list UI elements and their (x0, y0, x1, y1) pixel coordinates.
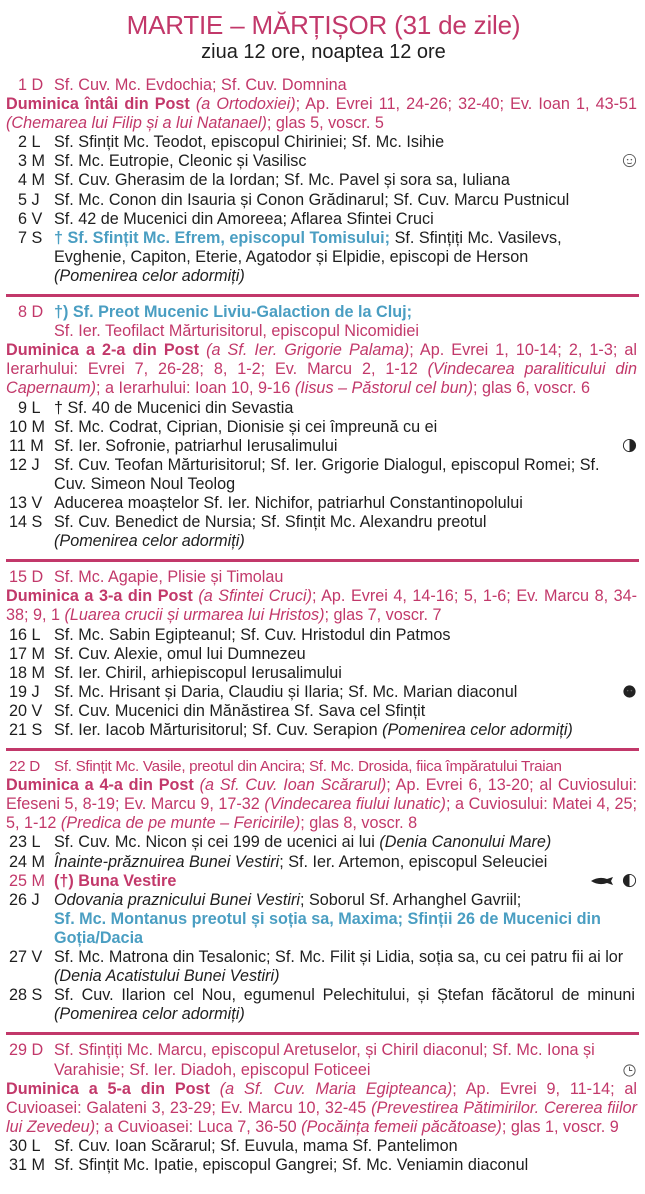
sunday-title: Duminica întâi din Post (6, 95, 190, 114)
day-text: Sf. Mc. Agapie, Plisie și Timolau (54, 568, 284, 587)
glas-text: ; glas 6, voscr. 6 (473, 379, 590, 398)
readings-text: ; Ap. Evrei 1, 10-14; 2, 1-3; al Ierarhului: Evrei 7, 26-28; 8, 1-2; Ev. Marcu 2, 1-12 (6, 341, 638, 379)
day-text: Sf. Sfințit Mc. Ipatie, episcopul Gangrei; Sf. Mc. Veniamin diaconul (54, 1155, 529, 1174)
day-text: Sf. Cuv. Teofan Mărturisitorul; Sf. Ier. Grigorie Dialogul, episcopul Romei; Sf. Cuv. Simeon Noul Teolog (54, 455, 600, 493)
day-text (54, 229, 641, 286)
day-text (54, 721, 641, 740)
day-number: 28 S (9, 986, 43, 1005)
day-text: Sf. Mc. Sabin Egipteanul; Sf. Cuv. Hristodul din Patmos (54, 625, 451, 644)
day-text: Sf. Ier. Chiril, arhiepiscopul Ierusalimului (54, 663, 342, 682)
readings-text: ; Ap. Evrei 9, 11-14; al Cuvioasei: Galateni 3, 23-29; Ev. Marcu 10, 32-45 (6, 1079, 638, 1117)
day-number: 27 V (9, 948, 43, 967)
day-number: 7 S (18, 228, 43, 247)
glas-text: ; glas 7, voscr. 7 (324, 606, 442, 625)
day-number: 21 S (9, 721, 43, 739)
day-number: 6 V (18, 209, 43, 228)
day-text: † Sf. 40 de Mucenici din Sevastia (54, 398, 294, 417)
day-text: Sf. Mc. Conon din Isauria și Conon Grădinarul; Sf. Cuv. Marcu Pustnicul (54, 190, 570, 209)
sunday-title: Duminica a 5-a din Post (6, 1079, 210, 1098)
week-5 (6, 1039, 641, 1179)
day-row-29 (6, 1041, 641, 1079)
day-text (54, 303, 641, 341)
sunday-subtitle: (a Sf. Ier. Grigorie Palama) (206, 341, 410, 360)
week-separator (6, 559, 639, 562)
day-row-31 (6, 1156, 641, 1175)
week-separator (6, 748, 639, 751)
readings-text: ; Ap. Evrei 4, 14-16; 5, 1-6; Ev. Marcu 8, 34-38; 9, 1 (6, 587, 638, 625)
day-row-21 (6, 721, 641, 740)
day-row-26 (6, 891, 641, 948)
day-number: 29 D (9, 1041, 44, 1060)
saints-text: ; Sf. Ier. Artemon, episcopul Seleuciei (279, 852, 548, 871)
day-text: Sf. Cuv. Ioan Scărarul; Sf. Euvula, mama Sf. Pantelimon (54, 1136, 458, 1155)
feast-prefeast: Înainte-prăznuirea Bunei Vestiri (54, 852, 280, 871)
day-row-28 (6, 986, 641, 1024)
day-text: Sf. Cuv. Mucenici din Mănăstirea Sf. Sava cel Sfințit (54, 701, 426, 720)
saints-text: Sf. Ier. Teofilact Mărturisitorul, episcopul Nicomidiei (54, 322, 419, 341)
day-text: Sf. Sfințiți Mc. Marcu, episcopul Aretuselor, și Chiril diaconul; Sf. Mc. Iona și Varahisie; Sf. Ier. Diadoh, episcopul Foticeei (54, 1041, 595, 1079)
sunday-subtitle: (a Sf. Cuv. Ioan Scărarul) (199, 776, 387, 795)
memorial-note: (Pomenirea celor adormiți) (54, 1005, 245, 1024)
gospel-theme: (Chemarea lui Filip și a lui Natanael) (6, 114, 267, 133)
day-row-2 (6, 133, 641, 152)
day-number: 13 V (9, 493, 43, 512)
day-row-20 (6, 702, 641, 721)
glas-text: ; glas 8, voscr. 8 (300, 814, 418, 833)
day-row-23 (6, 833, 641, 852)
day-number: 11 M (9, 436, 44, 455)
month-title: MARTIE – MĂRȚIȘOR (31 de zile) (126, 10, 521, 40)
sunday-readings (6, 341, 641, 398)
memorial-note: (Pomenirea celor adormiți) (382, 721, 573, 739)
gospel-theme: (Predica de pe munte – Fericirile) (60, 814, 301, 833)
saints-text: Sf. Cuv. Mc. Nicon și cei 199 de ucenici ai lui (54, 833, 380, 852)
sunday-readings (6, 587, 641, 625)
day-number: 17 M (9, 644, 45, 663)
day-night-length: ziua 12 ore, noaptea 12 ore (201, 41, 446, 63)
sunday-subtitle: (a Sfintei Cruci) (198, 587, 312, 606)
day-text: Sf. Ier. Sofronie, patriarhul Ierusalimului (54, 436, 338, 455)
readings-text: ; a Cuvioasei: Luca 7, 36-50 (95, 1117, 302, 1136)
face-icon (622, 153, 637, 168)
day-text: Sf. Cuv. Alexie, omul lui Dumnezeu (54, 644, 306, 663)
feast-label: †) Sf. Preot Mucenic Liviu-Galaction de la Cluj; (54, 303, 412, 322)
week-4 (6, 755, 641, 1028)
day-text: Sf. Sfințit Mc. Teodot, episcopul Chiriniei; Sf. Mc. Isihie (54, 133, 445, 152)
sunday-readings (6, 1080, 641, 1137)
day-number: 18 M (9, 663, 45, 682)
day-number: 14 S (9, 513, 43, 532)
gospel-theme: (Iisus – Păstorul cel bun) (294, 379, 474, 398)
new-moon-icon (622, 684, 637, 699)
day-row-1 (6, 76, 641, 95)
day-row-18 (6, 664, 641, 683)
memorial-note: (Pomenirea celor adormiți) (54, 532, 245, 551)
week-separator (6, 294, 639, 297)
readings-text: ; a Ierarhului: Ioan 10, 9-16 (95, 379, 295, 398)
saints-text: Sf. Cuv. Ilarion cel Nou, egumenul Pelechitului, și Ștefan făcătorul de minuni (54, 986, 635, 1005)
service-note: (Denia Acatistului Bunei Vestiri) (54, 967, 280, 986)
day-row-19 (6, 683, 641, 702)
day-row-27 (6, 948, 641, 986)
gospel-theme: (Vindecarea fiului lunatic) (264, 795, 446, 814)
glas-text: ; glas 1, voscr. 9 (501, 1117, 619, 1136)
week-3 (6, 566, 641, 744)
saints-text: ; Soborul Sf. Arhanghel Gavriil; (299, 890, 522, 909)
day-number: 5 J (18, 190, 40, 209)
day-text: Sf. Sfințit Mc. Vasile, preotul din Ancira; Sf. Mc. Drosida, fiica împăratului Traian (54, 758, 562, 776)
feast-label: Sf. Mc. Montanus preotul și soția sa, Maxima; Sfinții 26 de Mucenici din Goția/Dacia (54, 909, 601, 947)
sunday-subtitle: (a Sf. Cuv. Maria Egipteanca) (219, 1079, 453, 1098)
week-2 (6, 301, 641, 555)
day-number: 25 M (9, 871, 45, 890)
day-row-7 (6, 229, 641, 286)
sunday-subtitle: (a Ortodoxiei) (195, 95, 296, 114)
gospel-theme: (Pocăința femeii păcătoase) (301, 1117, 502, 1136)
day-text (54, 891, 641, 948)
first-quarter-moon-icon (622, 438, 637, 453)
feast-label: † Sf. Sfințit Mc. Efrem, episcopul Tomisului; (54, 228, 391, 247)
glas-text: ; glas 5, voscr. 5 (266, 114, 384, 133)
day-number: 24 M (9, 852, 45, 871)
feast-afterfeast: Odovania praznicului Bunei Vestiri (54, 890, 300, 909)
day-number: 30 L (9, 1136, 41, 1155)
day-number: 16 L (9, 625, 41, 644)
sunday-readings (6, 776, 641, 833)
day-number: 12 J (9, 455, 40, 474)
saints-text: Sf. Cuv. Benedict de Nursia; Sf. Sfințit Mc. Alexandru preotul (54, 513, 487, 532)
day-text: Aducerea moaștelor Sf. Ier. Nichifor, patriarhul Constantinopolului (54, 493, 523, 512)
day-row-16 (6, 626, 641, 645)
saints-text: Sf. Ier. Iacob Mărturisitorul; Sf. Cuv. Serapion (54, 721, 383, 739)
fish-icon (589, 876, 615, 886)
day-number: 10 M (9, 417, 45, 436)
day-number: 8 D (18, 303, 44, 322)
memorial-note: (Pomenirea celor adormiți) (54, 266, 245, 285)
day-row-8 (6, 303, 641, 341)
day-text (54, 948, 641, 986)
sunday-title: Duminica a 3-a din Post (6, 587, 193, 606)
day-number: 26 J (9, 890, 40, 909)
day-row-14 (6, 513, 641, 551)
day-number: 31 M (9, 1155, 45, 1174)
day-number: 19 J (9, 682, 40, 701)
day-number: 3 M (18, 152, 45, 171)
day-text (54, 513, 641, 551)
sunday-title: Duminica a 4-a din Post (6, 776, 194, 795)
saints-text: Sf. Sfințiți Mc. Vasilevs, Evghenie, Capiton, Eterie, Agatodor și Elpidie, episcopi de Herson (54, 228, 562, 266)
day-row-6 (6, 210, 641, 229)
day-number: 20 V (9, 701, 43, 720)
sunday-readings (6, 95, 641, 133)
day-number: 9 L (18, 398, 41, 417)
day-number: 22 D (9, 758, 40, 776)
gospel-theme: (Prevestirea Pătimirilor. Cererea fiilor lui Zevedeu) (6, 1098, 637, 1136)
day-number: 15 D (9, 568, 44, 587)
day-text: Sf. 42 de Mucenici din Amoreea; Aflarea Sfintei Cruci (54, 209, 434, 228)
day-text (54, 986, 641, 1024)
day-row-24 (6, 853, 641, 872)
day-row-17 (6, 645, 641, 664)
gospel-theme: (Vindecarea paraliticului din Capernaum) (6, 360, 637, 398)
clock-icon (622, 1063, 637, 1078)
day-row-22 (6, 757, 641, 776)
day-row-9 (6, 399, 641, 418)
day-text (54, 853, 641, 872)
day-row-12 (6, 456, 641, 494)
gospel-theme: (Luarea crucii și urmarea lui Hristos) (64, 606, 325, 625)
day-text: Sf. Mc. Hrisant și Daria, Claudiu și Ilaria; Sf. Mc. Marian diaconul (54, 682, 518, 701)
day-number: 4 M (18, 171, 45, 190)
day-row-10 (6, 418, 641, 437)
day-row-5 (6, 191, 641, 210)
readings-text: ; Ap. Evrei 11, 24-26; 32-40; Ev. Ioan 1, 43-51 (295, 95, 638, 114)
day-row-11 (6, 437, 641, 456)
day-text (54, 833, 641, 852)
week-1 (6, 74, 641, 290)
day-row-15 (6, 568, 641, 587)
sunday-title: Duminica a 2-a din Post (6, 341, 199, 360)
day-number: 23 L (9, 833, 41, 852)
day-row-30 (6, 1137, 641, 1156)
service-note: (Denia Canonului Mare) (379, 833, 552, 852)
day-row-13 (6, 494, 641, 513)
day-number: 2 L (18, 133, 41, 152)
day-text: Sf. Cuv. Gherasim de la Iordan; Sf. Mc. Pavel și sora sa, Iuliana (54, 171, 510, 190)
major-feast-label: (†) Buna Vestire (54, 871, 177, 890)
day-text: Sf. Mc. Eutropie, Cleonic și Vasilisc (54, 152, 307, 171)
full-moon-icon (622, 873, 637, 888)
day-row-25 (6, 872, 641, 891)
day-text: Sf. Mc. Codrat, Ciprian, Dionisie și cei împreună cu ei (54, 417, 438, 436)
day-row-3 (6, 152, 641, 171)
readings-text: ; a Cuviosului: Matei 4, 25; 5, 1-12 (6, 795, 638, 833)
day-number: 1 D (18, 76, 44, 94)
day-text: Sf. Cuv. Mc. Evdochia; Sf. Cuv. Domnina (54, 76, 347, 94)
week-separator (6, 1032, 639, 1035)
day-row-4 (6, 171, 641, 190)
readings-text: ; Ap. Evrei 6, 13-20; al Cuviosului: Efeseni 5, 8-19; Ev. Marcu 9, 17-32 (6, 776, 638, 814)
saints-text: Sf. Mc. Matrona din Tesalonic; Sf. Mc. Filit și Lidia, soția sa, cu cei patru fii ai lor (54, 948, 624, 967)
